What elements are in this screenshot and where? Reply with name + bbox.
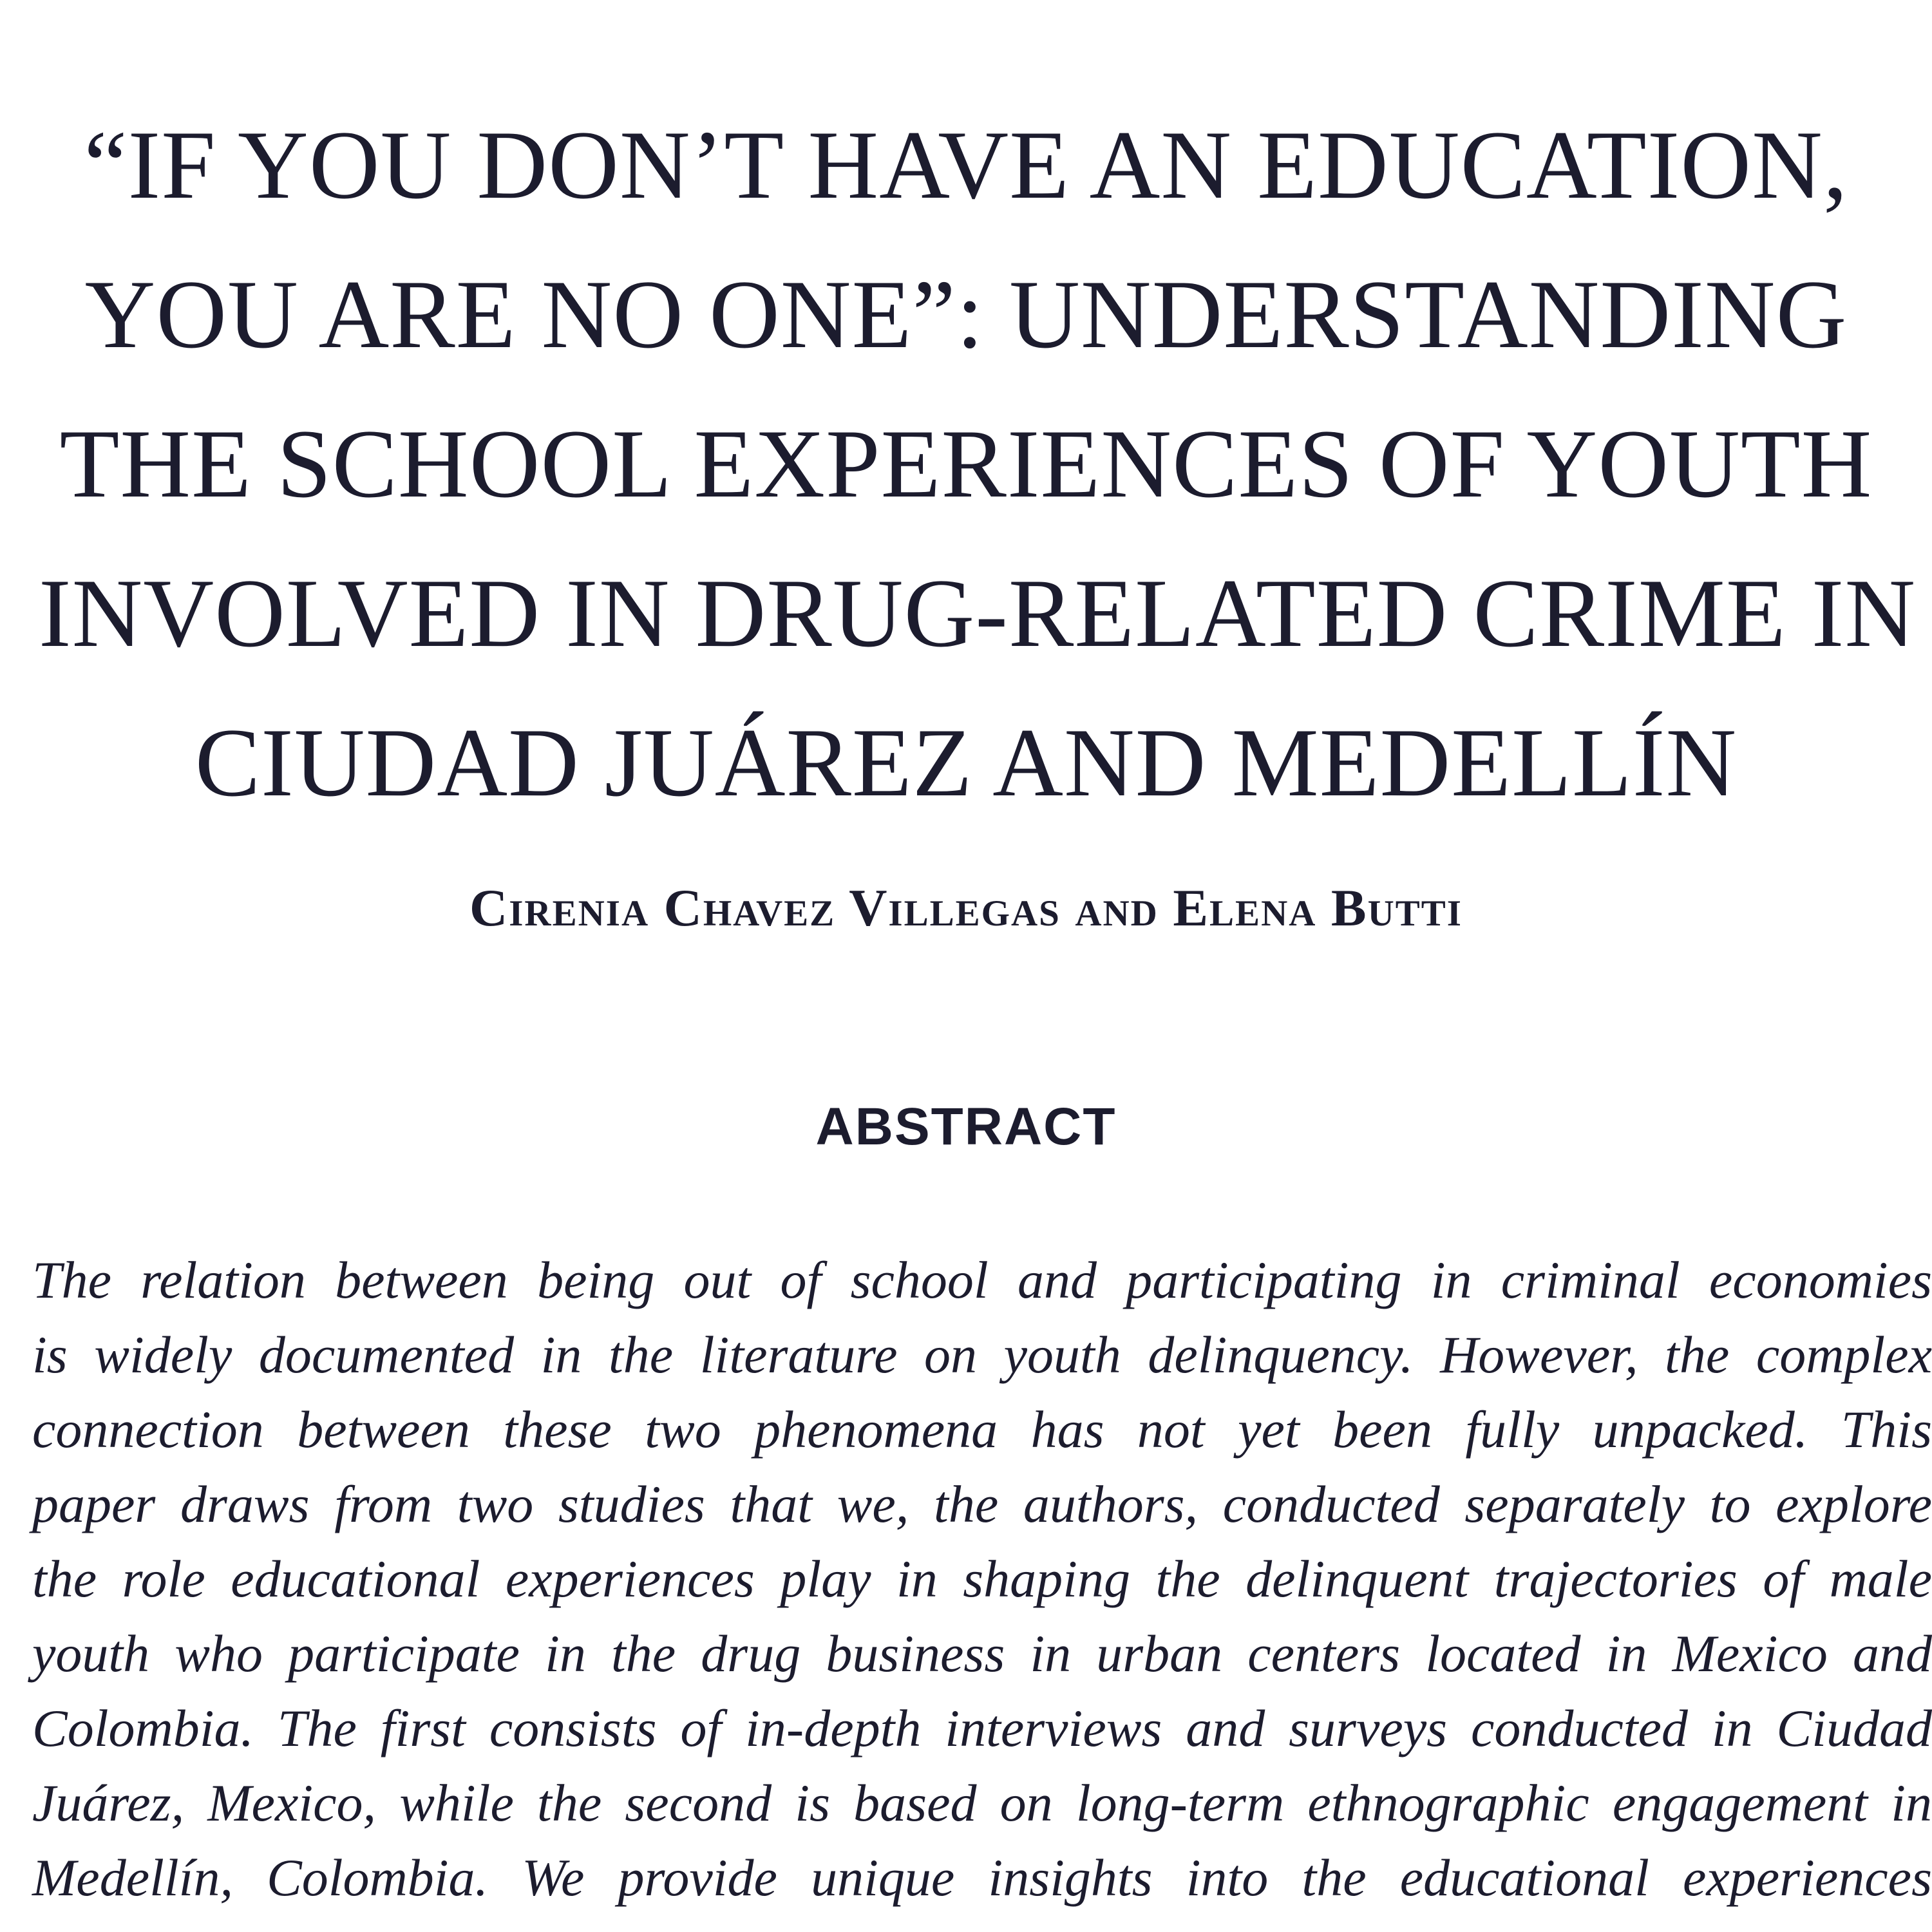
title-line: CIUDAD JUÁREZ AND MEDELLÍN — [194, 708, 1738, 817]
title-line: INVOLVED IN DRUG-RELATED CRIME IN — [39, 559, 1917, 667]
title-line: YOU ARE NO ONE”: UNDERSTANDING — [84, 260, 1848, 368]
title-line: THE SCHOOL EXPERIENCES OF YOUTH — [59, 410, 1873, 518]
paper-title — [39, 90, 1917, 837]
abstract-line: is widely documented in the literature on youth delinquency. However, the complex — [32, 1325, 1932, 1384]
abstract-line: youth who participate in the drug business in urban centers located in Mexico and — [32, 1624, 1932, 1683]
abstract-heading: ABSTRACT — [815, 1097, 1117, 1156]
paper-authors: Cirenia Chavez Villegas and Elena Butti — [469, 878, 1463, 937]
abstract-line: The relation between being out of school and participating in criminal economies — [32, 1251, 1932, 1309]
abstract-line: Colombia. The first consists of in-depth interviews and surveys conducted in Ciudad — [32, 1699, 1932, 1757]
title-line: “IF YOU DON’T HAVE AN EDUCATION, — [84, 111, 1848, 219]
abstract-line: connection between these two phenomena has not yet been fully unpacked. This — [32, 1400, 1932, 1459]
abstract-line: the role educational experiences play in shaping the delinquent trajectories of male — [32, 1549, 1932, 1608]
abstract-body — [32, 1243, 1932, 1915]
abstract-line: paper draws from two studies that we, the authors, conducted separately to explore — [32, 1475, 1932, 1533]
abstract-line: Juárez, Mexico, while the second is based on long-term ethnographic engagement in — [32, 1774, 1932, 1832]
abstract-line: Medellín, Colombia. We provide unique insights into the educational experiences — [32, 1848, 1932, 1907]
